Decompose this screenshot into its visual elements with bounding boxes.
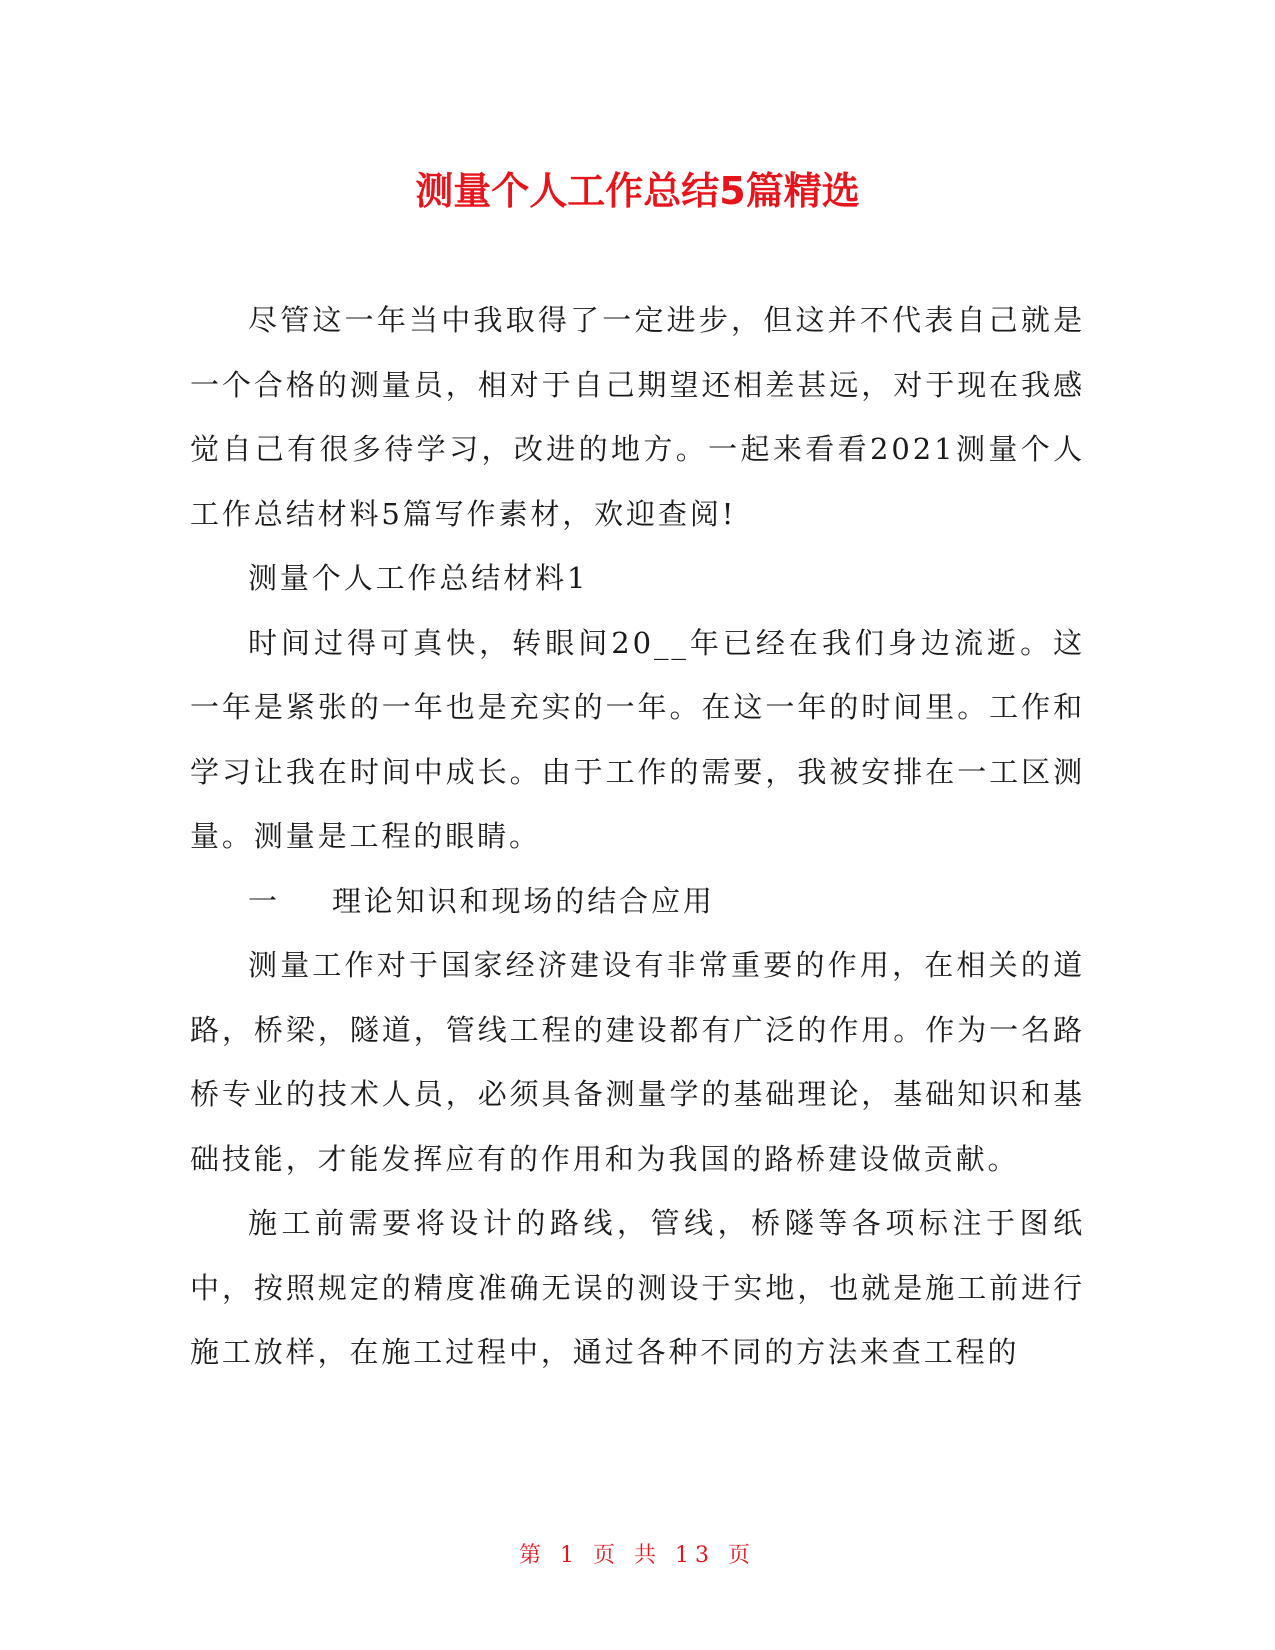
section-subtitle: 测量个人工作总结材料1 bbox=[248, 561, 589, 595]
document-title: 测量个人工作总结5篇精选 bbox=[415, 169, 860, 213]
page-footer: 第 1 页 共 13 页 bbox=[519, 1543, 756, 1568]
section-heading-text: 理论知识和现场的结合应用 bbox=[332, 883, 715, 918]
body-paragraph: 测量工作对于国家经济建设有非常重要的作用，在相关的道路，桥梁，隧道，管线工程的建设都有广泛的作用。作为一名路桥专业的技术人员，必须具备测量学的基础理论，基础知识和基础技能，才能发挥应有的作用和为我国的路桥建设做贡献。 bbox=[190, 948, 1085, 1176]
body-paragraph: 时间过得可真快，转眼间20__年已经在我们身边流逝。这一年是紧张的一年也是充实的一年。在这一年的时间里。工作和学习让我在时间中成长。由于工作的需要，我被安排在一工区测量。测量是工程的眼睛。 bbox=[190, 625, 1085, 853]
section-heading bbox=[190, 869, 1085, 934]
intro-paragraph: 尽管这一年当中我取得了一定进步，但这并不代表自己就是一个合格的测量员，相对于自己期望还相差甚远，对于现在我感觉自己有很多待学习，改进的地方。一起来看看2021测量个人工作总结材料5篇写作素材，欢迎查阅! bbox=[190, 303, 1085, 531]
section-heading-number: 一 bbox=[248, 883, 280, 918]
document-body bbox=[190, 288, 1085, 1385]
body-paragraph: 施工前需要将设计的路线，管线，桥隧等各项标注于图纸中，按照规定的精度准确无误的测设于实地，也就是施工前进行施工放样，在施工过程中，通过各种不同的方法来查工程的 bbox=[190, 1206, 1085, 1369]
